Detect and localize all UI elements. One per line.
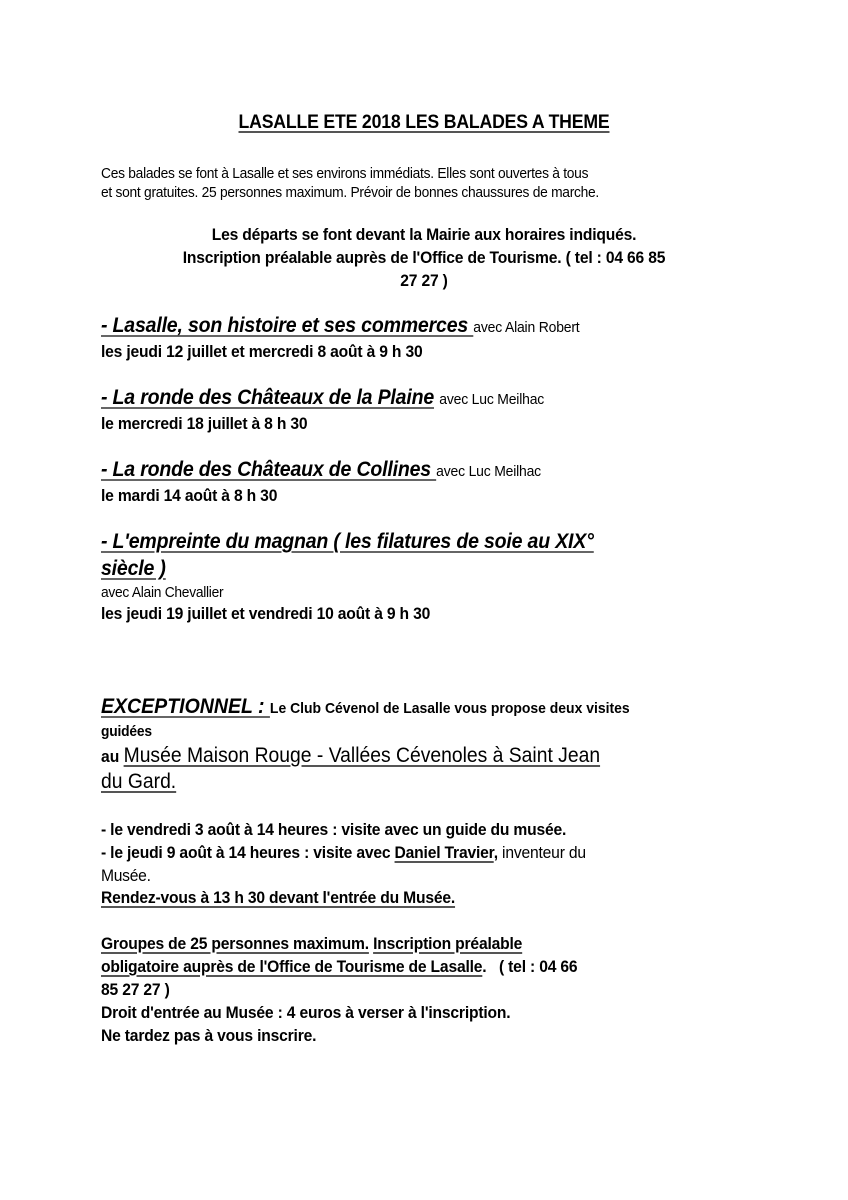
museum-line-2: du Gard. [101,770,177,793]
visit-2-prefix: - le jeudi 9 août à 14 heures : visite avec [101,843,395,862]
balade-2-guide: avec Luc Meilhac [439,391,545,408]
intro-line-1: Ces balades se font à Lasalle et ses environs immédiats. Elles sont ouvertes à tous [101,165,589,182]
visit-2-line-2: Musée. [101,866,151,885]
balade-3-guide: avec Luc Meilhac [436,463,541,480]
balade-2-title: - La ronde des Châteaux de la Plaine [101,386,435,409]
entry-fee: Droit d'entrée au Musée : 4 euros à verser à l'inscription. [101,1003,511,1022]
balade-4-guide: avec Alain Chevallier [101,584,224,601]
balade-3-heading [101,458,541,482]
balade-3-dates: le mardi 14 août à 8 h 30 [101,486,278,505]
inscription-text-1: Inscription préalable [373,934,523,953]
groups-text: Groupes de 25 personnes maximum. [101,934,369,953]
visit-2 [101,843,586,863]
closing: Ne tardez pas à vous inscrire. [101,1026,317,1045]
exceptionnel-text: Le Club Cévenol de Lasalle vous propose deux visites [269,700,630,717]
departure-line-3: 27 27 ) [400,271,448,290]
departure-line-1: Les départs se font devant la Mairie aux horaires indiqués. [211,225,637,244]
balade-4-dates: les jeudi 19 juillet et vendredi 10 août à 9 h 30 [101,604,431,623]
exceptionnel-label: EXCEPTIONNEL : [101,695,270,718]
visit-2-rest: inventeur du [497,843,586,862]
tel-line-1: ( tel : 04 66 [486,957,578,976]
balade-3-title: - La ronde des Châteaux de Collines [101,458,437,481]
visit-2-guide-name: Daniel Travier [394,843,494,862]
exceptionnel-heading [101,695,630,719]
exceptionnel-text-line-2: guidées [101,723,152,740]
inscription-text-2: obligatoire auprès de l'Office de Tourisme de Lasalle [101,957,483,976]
inscription-period: . [482,957,487,976]
intro-line-2: et sont gratuites. 25 personnes maximum. Prévoir de bonnes chaussures de marche. [101,184,599,201]
groups-line-2 [101,957,577,977]
balade-1-guide: avec Alain Robert [473,319,580,336]
balade-4-title-line-2: siècle ) [101,557,166,580]
balade-4-title-line-1: - L'empreinte du magnan ( les filatures de soie au XIX° [101,530,594,553]
tel-line-2: 85 27 27 ) [101,980,170,999]
museum-line-1 [101,744,600,768]
balade-2-dates: le mercredi 18 juillet à 8 h 30 [101,414,308,433]
visit-1: - le vendredi 3 août à 14 heures : visite avec un guide du musée. [101,820,567,839]
balade-1-title: - Lasalle, son histoire et ses commerces [101,314,474,337]
balade-1-dates: les jeudi 12 juillet et mercredi 8 août à 9 h 30 [101,342,423,361]
museum-au: au [101,747,124,766]
page-title: LASALLE ETE 2018 LES BALADES A THEME [238,112,610,133]
rendezvous: Rendez-vous à 13 h 30 devant l'entrée du Musée. [101,888,456,907]
museum-name: Musée Maison Rouge - Vallées Cévenoles à Saint Jean [123,744,601,767]
visit-2-comma: , [493,843,498,862]
balade-1-heading [101,314,579,338]
departure-line-2: Inscription préalable auprès de l'Office de Tourisme. ( tel : 04 66 85 [182,248,666,267]
groups-line-1 [101,934,522,954]
balade-2-heading [101,386,544,410]
